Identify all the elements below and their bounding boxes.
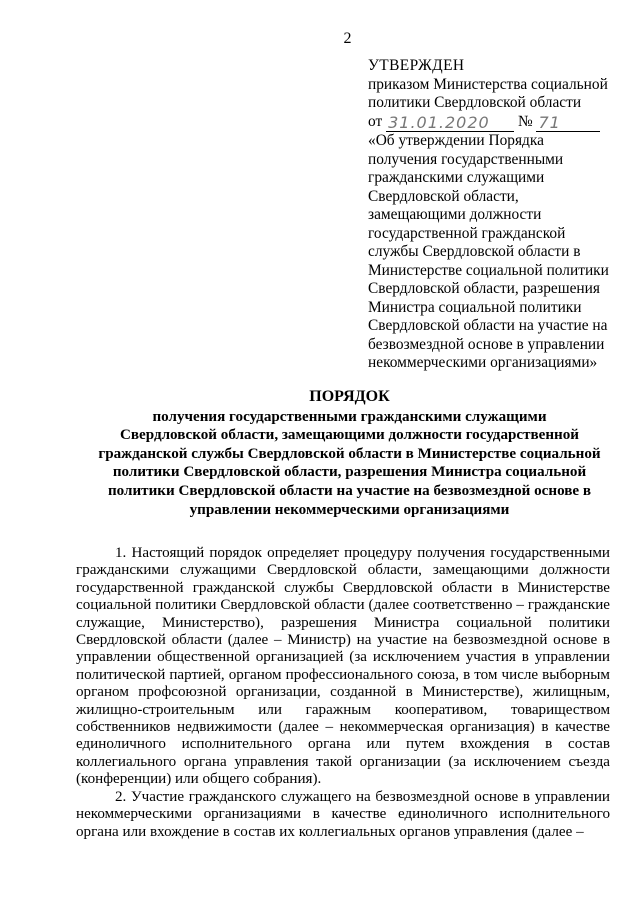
approval-order-line-1: приказом Министерства социальной [368,75,608,93]
paragraph-1: 1. Настоящий порядок определяет процедуру получения государственными гражданскими служащими Свердловской области, замещающими должности государственной гражданской службы Свердловской области в Министерстве социальной политики Свердловской области (далее соответственно – гражданские служащие, Министерство), разрешения Министра социальной политики Свердловской области (далее – Министр) на участие на безвозмездной основе в управлении общественной организацией (за исключением участия в управлении политической партией, органом профессионального союза, в том числе выборным органом профсоюзной организации, созданной в Министерстве), жилищным, жилищно-строительным или гаражным кооперативом, товариществом собственников недвижимости (далее – некоммерческая организация) в качестве единоличного исполнительного органа или путем вхождения в состав коллегиального органа управления такой организации (за исключением съезда (конференции) или общего собрания). [76,545,610,788]
number-sign: № [517,112,533,130]
date-prefix: от [368,112,383,130]
approval-subject [368,132,614,373]
approval-stamp-block [368,57,614,373]
approval-subject-line: безвозмездной основе в управлении [368,335,605,353]
page-number: 2 [343,30,352,47]
approval-subject-line: Министерстве социальной политики [368,261,609,279]
document-body [76,545,610,841]
approval-heading: УТВЕРЖДЕН [368,57,465,74]
handwritten-date: 31.01.2020 [388,112,490,132]
approval-subject-line: Свердловской области на участие на [368,317,608,334]
document-subtitle-line: политики Свердловской области, разрешения Министра социальной [112,464,587,481]
document-title-block [70,388,629,519]
paragraph-2: 2. Участие гражданского служащего на безвозмездной основе в управлении некоммерческими организациями в качестве единоличного исполнительного органа или вхождение в состав их коллегиальных органов управления (далее – [76,788,610,840]
approval-order-line-2: политики Свердловской области [368,94,582,111]
approval-subject-line: «Об утверждении Порядка [368,132,544,149]
approval-subject-line: некоммерческими организациями» [368,354,598,371]
approval-subject-line: Свердловской области, [368,187,519,205]
approval-subject-line: получения государственными [368,150,564,168]
document-subtitle-line: получения государственными гражданскими служащими [152,408,547,425]
approval-date-number-line [368,113,614,133]
date-field [386,113,514,133]
approval-subject-line: Свердловской области, разрешения [368,280,600,297]
handwritten-number: 71 [538,112,561,132]
approval-subject-line: Министра социальной политики [368,298,582,316]
approval-subject-line: государственной гражданской [368,224,566,242]
number-field [536,113,600,133]
approval-subject-line: гражданскими служащими [368,169,545,186]
document-subtitle-line: гражданской службы Свердловской области в Министерстве социальной [98,445,601,462]
document-subtitle-line: управлении некоммерческими организациями [189,501,510,518]
approval-subject-line: замещающими должности [368,206,542,223]
document-subtitle-line: Свердловской области, замещающими должности государственной [120,427,579,444]
document-subtitle-line: политики Свердловской области на участие на безвозмездной основе в [107,482,592,499]
document-title: ПОРЯДОК [309,388,390,405]
approval-subject-line: службы Свердловской области в [368,243,581,260]
